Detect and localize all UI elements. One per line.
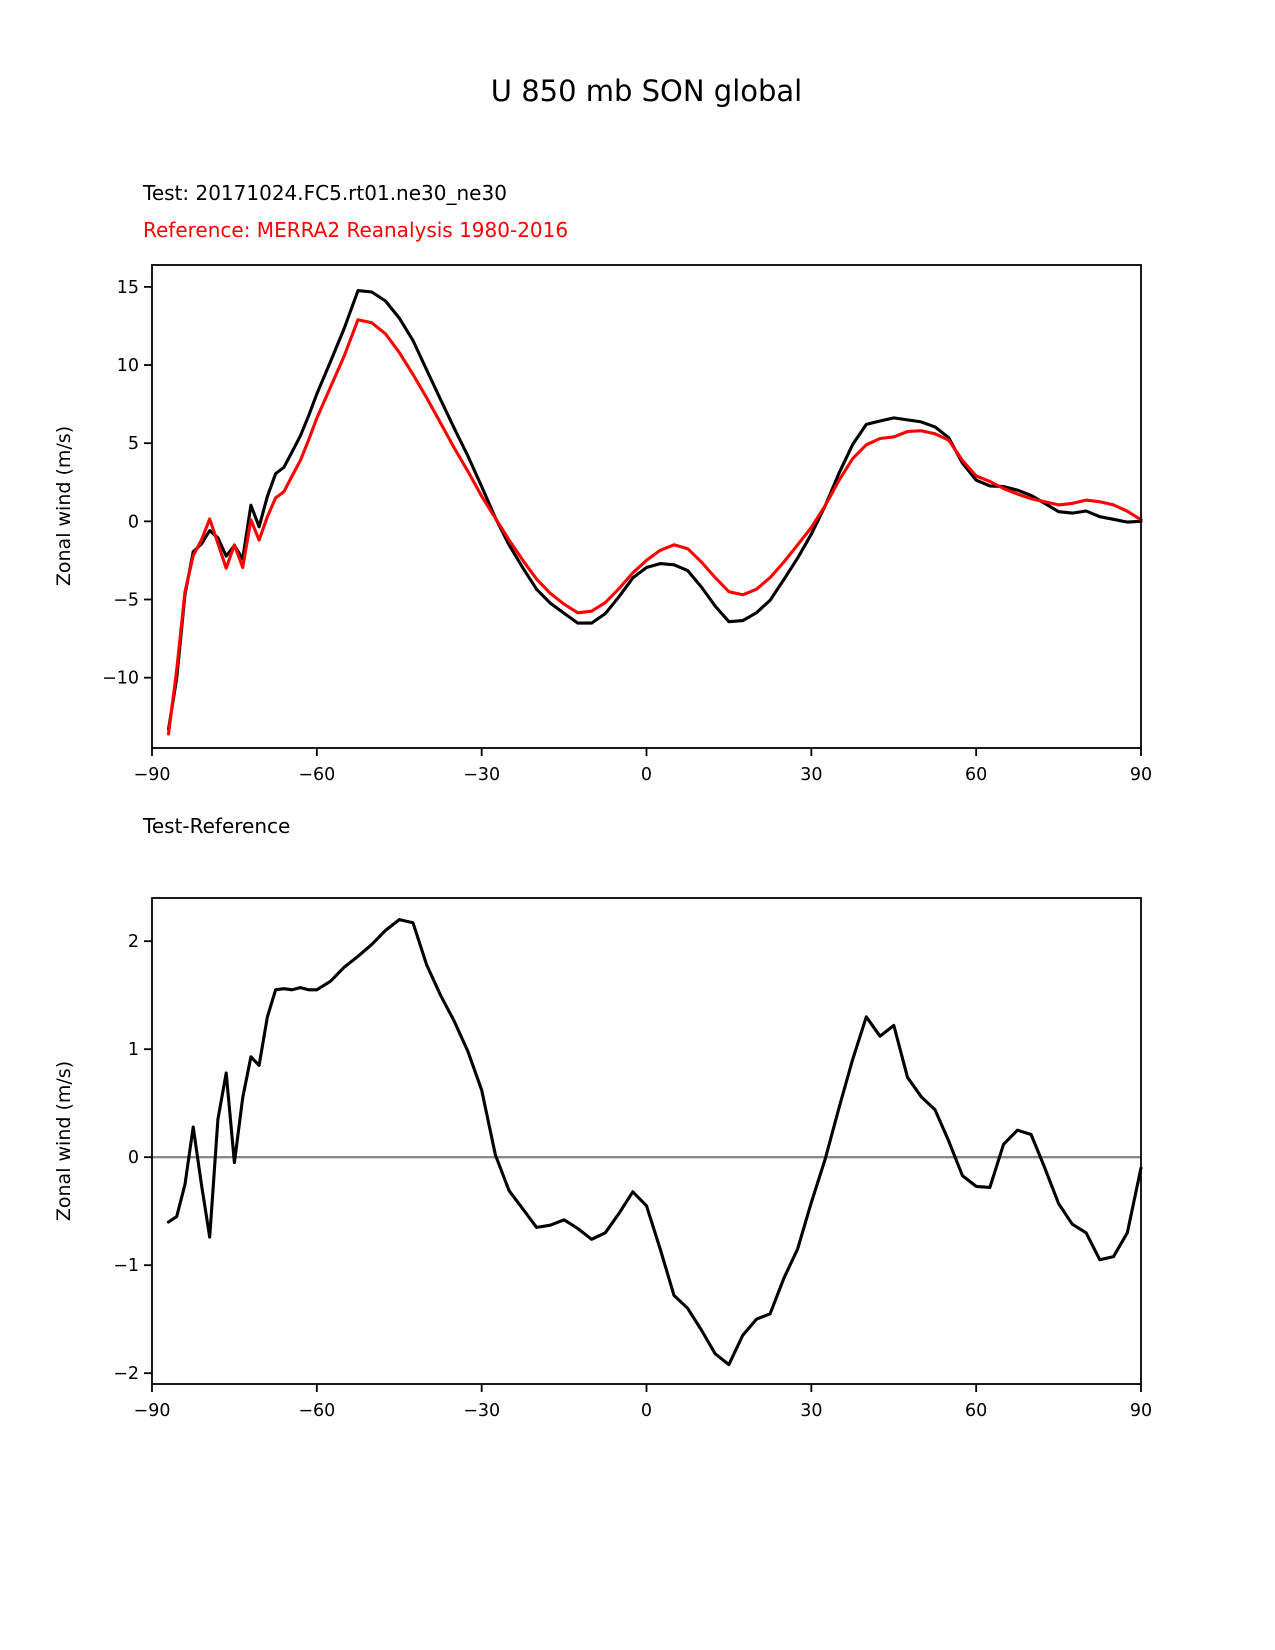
x-tick-label: 90 [1129,765,1153,785]
difference-panel-title: Test-Reference [143,814,291,838]
plot-frame [152,898,1141,1384]
y-tick-label: 15 [116,277,139,298]
x-tick-label: −90 [133,765,171,785]
x-tick-label: −60 [298,1401,336,1421]
x-tick-label: −90 [133,1401,171,1421]
test-run-label: Test: 20171024.FC5.rt01.ne30_ne30 [143,181,507,205]
y-tick-label: −1 [113,1256,139,1277]
reference-curve [169,320,1142,734]
y-tick-label: 2 [127,932,139,953]
x-tick-label: −30 [463,1401,501,1421]
x-tick-label: 90 [1129,1401,1153,1421]
bottom-panel-y-axis-label: Zonal wind (m/s) [53,1060,75,1222]
test-curve [169,291,1142,730]
y-tick-label: −2 [113,1364,139,1385]
reference-run-label: Reference: MERRA2 Reanalysis 1980-2016 [143,218,569,242]
y-tick-label: −10 [102,668,139,689]
y-tick-label: 1 [127,1040,139,1061]
x-tick-label: −60 [298,765,336,785]
y-tick-label: 10 [116,356,139,377]
y-tick-label: −5 [113,590,139,611]
y-tick-label: 0 [127,512,139,533]
x-tick-label: 30 [800,765,823,785]
x-tick-label: 60 [965,765,988,785]
x-tick-label: −30 [463,765,501,785]
x-tick-label: 0 [640,765,653,785]
y-tick-label: 5 [127,434,139,455]
x-tick-label: 0 [640,1401,653,1421]
test-reference-curve [169,920,1142,1365]
plot-frame [152,265,1141,748]
x-tick-label: 30 [800,1401,823,1421]
x-tick-label: 60 [965,1401,988,1421]
page-title: U 850 mb SON global [490,74,803,108]
top-panel-y-axis-label: Zonal wind (m/s) [53,425,75,587]
y-tick-label: 0 [127,1148,139,1169]
